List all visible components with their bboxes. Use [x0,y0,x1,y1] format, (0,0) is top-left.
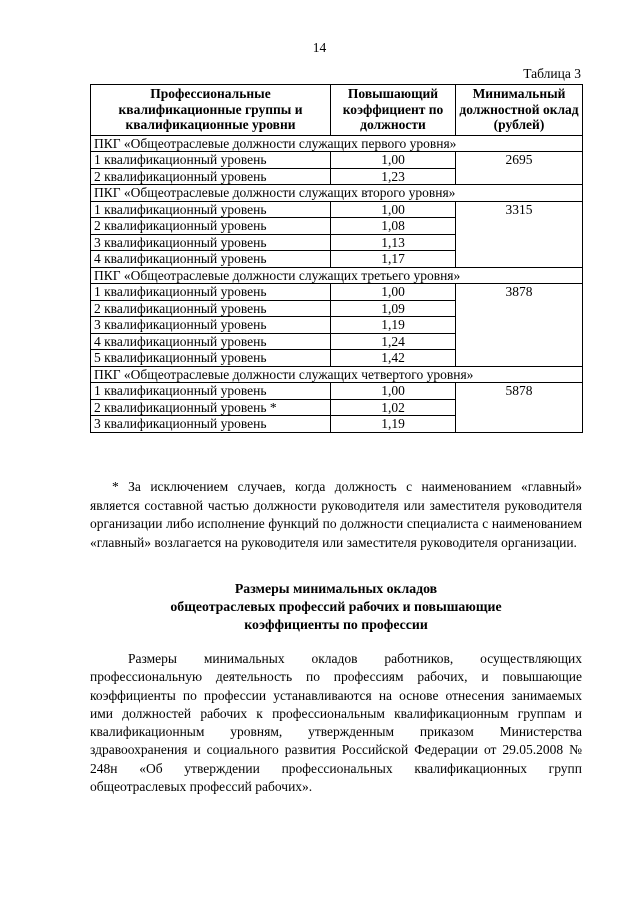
table-row [91,383,583,400]
table-footnote: * За исключением случаев, когда должность с наименованием «главный» является составной частью должности руководителя или заместителя руководителя организации либо исполнение функций по должности специалиста с наименованием «главный» возлагается на руководителя или заместителя руководителя организации. [90,479,582,550]
group-title: ПКГ «Общеотраслевые должности служащих второго уровня» [91,185,583,202]
level-cell: 4 квалификационный уровень [91,333,331,350]
salary-cell: 2695 [456,152,583,185]
coef-cell: 1,00 [331,152,456,169]
group-row [91,185,583,202]
level-cell: 4 квалификационный уровень [91,251,331,268]
salary-cell: 5878 [456,383,583,433]
group-row [91,267,583,284]
section-title-line: коэффициенты по профессии [244,617,428,632]
coef-cell: 1,00 [331,284,456,301]
coef-cell: 1,19 [331,416,456,433]
group-title: ПКГ «Общеотраслевые должности служащих третьего уровня» [91,267,583,284]
level-cell: 1 квалификационный уровень [91,284,331,301]
level-cell: 1 квалификационный уровень [91,383,331,400]
section-title-line: Размеры минимальных окладов [234,581,438,596]
table-caption: Таблица 3 [523,66,581,81]
body-paragraph: Размеры минимальных окладов работников, осуществляющих профессиональную деятельность по профессиям рабочих, и повышающие коэффициенты по профессии устанавливаются на основе отнесения занимаемых ими должностей рабочих к профессиональным квалификационным группам и квалификационным уровням, утвержденным приказом Министерства здравоохранения и социального развития Российской Федерации от 29.05.2008 № 248н «Об утверждении профессиональных квалификационных групп общеотраслевых профессий рабочих». [90,651,582,795]
section-title-line: общеотраслевых профессий рабочих и повышающие [170,599,502,614]
coef-cell: 1,13 [331,234,456,251]
level-cell: 1 квалификационный уровень [91,152,331,169]
coef-cell: 1,19 [331,317,456,334]
level-cell: 3 квалификационный уровень [91,416,331,433]
coef-cell: 1,02 [331,399,456,416]
coef-cell: 1,23 [331,168,456,185]
coef-cell: 1,00 [331,383,456,400]
level-cell: 2 квалификационный уровень [91,218,331,235]
coef-cell: 1,17 [331,251,456,268]
group-title: ПКГ «Общеотраслевые должности служащих первого уровня» [91,135,583,152]
section-title [90,580,582,634]
coef-cell: 1,24 [331,333,456,350]
header-coefficient: Повышающий коэффициент по должности [331,85,456,136]
table-row [91,152,583,169]
header-groups: Профессиональные квалификационные группы и квалификационные уровни [91,85,331,136]
coef-cell: 1,09 [331,300,456,317]
level-cell: 2 квалификационный уровень * [91,399,331,416]
level-cell: 3 квалификационный уровень [91,234,331,251]
group-row [91,366,583,383]
salary-table [90,84,583,433]
table-header-row [91,85,583,136]
level-cell: 1 квалификационный уровень [91,201,331,218]
group-row [91,135,583,152]
coef-cell: 1,08 [331,218,456,235]
level-cell: 2 квалификационный уровень [91,168,331,185]
level-cell: 3 квалификационный уровень [91,317,331,334]
salary-cell: 3878 [456,284,583,367]
header-salary: Минимальный должностной оклад (рублей) [456,85,583,136]
coef-cell: 1,00 [331,201,456,218]
coef-cell: 1,42 [331,350,456,367]
table-row [91,284,583,301]
level-cell: 5 квалификационный уровень [91,350,331,367]
page-number: 14 [312,40,327,55]
level-cell: 2 квалификационный уровень [91,300,331,317]
table-row [91,201,583,218]
group-title: ПКГ «Общеотраслевые должности служащих четвертого уровня» [91,366,583,383]
salary-cell: 3315 [456,201,583,267]
